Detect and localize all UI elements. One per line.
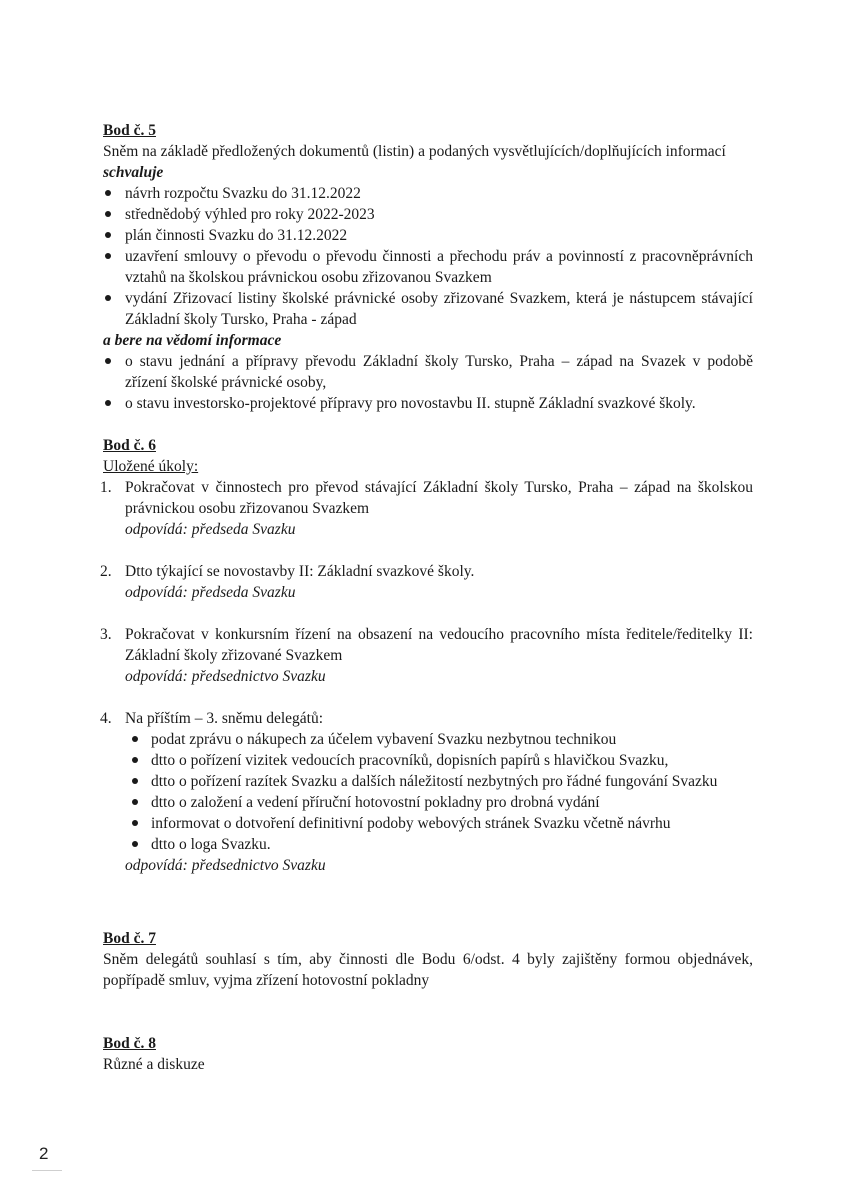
- bullet-icon: [132, 757, 138, 763]
- list-item: dtto o loga Svazku.: [125, 834, 753, 855]
- bullet-icon: [105, 358, 111, 364]
- notes-label: a bere na vědomí informace: [103, 332, 282, 349]
- page-number-divider: [32, 1170, 62, 1171]
- task-text: Pokračovat v činnostech pro převod stávající Základní školy Tursko, Praha – západ na školskou právnickou osobu zřizovanou Svazkem: [125, 479, 753, 517]
- section-bod-8: [103, 1033, 753, 1075]
- list-item: uzavření smlouvy o převodu o převodu činnosti a přechodu práv a povinností z pracovněprávních vztahů na školskou právnickou osobu zřizovanou Svazkem: [103, 246, 753, 288]
- task-text: Pokračovat v konkursním řízení na obsazení na vedoucího pracovního místa ředitele/ředitelky II: Základní školy zřizované Svazkem: [125, 626, 753, 664]
- section-text: Různé a diskuze: [103, 1056, 205, 1073]
- task-number: 4.: [100, 710, 112, 727]
- bullet-icon: [105, 190, 111, 196]
- task-responsible: odpovídá: předsednictvo Svazku: [125, 857, 326, 874]
- page-number: 2: [39, 1144, 49, 1163]
- section-heading: Bod č. 5: [103, 122, 156, 139]
- task-responsible: odpovídá: předsednictvo Svazku: [125, 668, 326, 685]
- list-item: dtto o založení a vedení příruční hotovostní pokladny pro drobná vydání: [125, 792, 753, 813]
- list-item: dtto o pořízení vizitek vedoucích pracovníků, dopisních papírů s hlavičkou Svazku,: [125, 750, 753, 771]
- task-text: Dtto týkající se novostavby II: Základní svazkové školy.: [125, 563, 475, 580]
- bullet-icon: [132, 736, 138, 742]
- section-heading: Bod č. 6: [103, 437, 156, 454]
- task-item: [100, 561, 753, 603]
- list-item: informovat o dotvoření definitivní podoby webových stránek Svazku včetně návrhu: [125, 813, 753, 834]
- bullet-icon: [132, 820, 138, 826]
- list-item: o stavu investorsko-projektové přípravy pro novostavbu II. stupně Základní svazkové školy.: [103, 393, 753, 414]
- list-item: o stavu jednání a přípravy převodu Základní školy Tursko, Praha – západ na Svazek v podobě zřízení školské právnické osoby,: [103, 351, 753, 393]
- bullet-icon: [132, 778, 138, 784]
- list-item: dtto o pořízení razítek Svazku a dalších náležitostí nezbytných pro řádné fungování Svazku: [125, 771, 753, 792]
- section-bod-7: [103, 928, 753, 991]
- tasks-label: Uložené úkoly:: [103, 458, 199, 475]
- bullet-icon: [132, 841, 138, 847]
- task-number: 3.: [100, 626, 112, 643]
- bullet-icon: [105, 211, 111, 217]
- approves-list: [103, 183, 753, 330]
- task-number: 2.: [100, 563, 112, 580]
- approves-label: schvaluje: [103, 164, 164, 181]
- section-bod-5: [103, 120, 753, 414]
- notes-list: [103, 351, 753, 414]
- bullet-icon: [105, 253, 111, 259]
- task-responsible: odpovídá: předseda Svazku: [125, 521, 296, 538]
- list-item: vydání Zřizovací listiny školské právnické osoby zřizované Svazkem, která je nástupcem stávající Základní školy Tursko, Praha - západ: [103, 288, 753, 330]
- bullet-icon: [105, 232, 111, 238]
- list-item: plán činnosti Svazku do 31.12.2022: [103, 225, 753, 246]
- task-item: [100, 708, 753, 876]
- bullet-icon: [105, 400, 111, 406]
- task-item: [100, 477, 753, 540]
- task-text: Na příštím – 3. sněmu delegátů:: [125, 710, 324, 727]
- bullet-icon: [132, 799, 138, 805]
- task-responsible: odpovídá: předseda Svazku: [125, 584, 296, 601]
- section-intro: Sněm na základě předložených dokumentů (listin) a podaných vysvětlujících/doplňujících informací: [103, 143, 726, 160]
- list-item: podat zprávu o nákupech za účelem vybavení Svazku nezbytnou technikou: [125, 729, 753, 750]
- document-page: [100, 120, 753, 1075]
- task-item: [100, 624, 753, 687]
- section-text: Sněm delegátů souhlasí s tím, aby činnosti dle Bodu 6/odst. 4 byly zajištěny formou objednávek, popřípadě smluv, vyjma zřízení hotovostní pokladny: [103, 951, 753, 989]
- section-heading: Bod č. 7: [103, 930, 156, 947]
- task-number: 1.: [100, 479, 112, 496]
- list-item: střednědobý výhled pro roky 2022-2023: [103, 204, 753, 225]
- task4-list: [125, 729, 753, 855]
- bullet-icon: [105, 295, 111, 301]
- section-bod-6: [100, 435, 753, 876]
- list-item: návrh rozpočtu Svazku do 31.12.2022: [103, 183, 753, 204]
- section-heading: Bod č. 8: [103, 1035, 156, 1052]
